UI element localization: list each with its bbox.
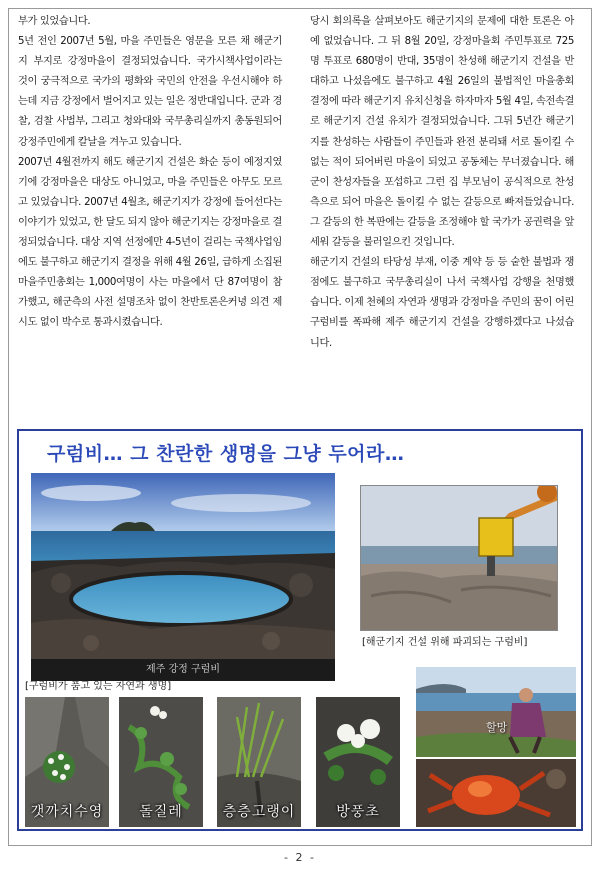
excavator-photo [360,485,558,631]
paragraph: 5년 전인 2007년 5월, 마을 주민들은 영문을 모른 채 해군기지 부지로 강정마을이 결정되었습니다. 국가시책사업이라는 것이 궁극적으로 국가의 평화와 국민의 안전을 우선시해야 하는데 지금 강정에서 벌어지고 있는 일은 정반대입니다. 군과 경찰, 검찰 사법부, 그리고 청와대와 국무총리실까지 총동원되어 강정주민에게 칼날을 겨누고 있습니다. [18,36,282,148]
page-number: - 2 - [284,851,316,864]
right-text-column [310,12,574,354]
nature-heading: [구럼비가 품고 있는 자연과 생명] [25,681,172,692]
portrait-label: 할망 [486,721,508,734]
plant-label: 돌질레 [139,804,183,820]
plant-label: 방풍초 [336,804,380,820]
paragraph: 2007년 4월전까지 해도 해군기지 건설은 화순 등이 예정지였기에 강정마을은 대상도 아니었고, 마을 주민들은 아무도 모르고 있었습니다. 2007년 4월초, 해군기지가 강정에 들어선다는 이야기가 있었고, 한 달도 되지 않아 해군기지는 강정마을로 결정되었습니다. 대상 지역 선정에만 4-5년이 걸리는 국책사업임에도 불구하고 해군기지 결정을 위해 4월 26일, 급하게 소집된 마을주민총회는 1,000여명이 사는 마을에서 단 87여명이 참가했고, 해군측의 사전 설명조차 없이 찬반토론은커녕 의견 제시도 없이 박수로 통과시켰습니다. [18,156,282,329]
plant-photo-3 [217,697,301,827]
plant-label: 층층고랭이 [222,804,296,820]
plant-photo-4 [316,697,400,827]
paragraph: 해군기지 건설의 타당성 부재, 이중 계약 등 등 숱한 불법과 쟁점에도 불구하고 국무총리실이 나서 국책사업 강행을 천명했습니다. 이제 천혜의 자연과 생명과 강정마을 주민의 꿈이 어린 구럼비를 폭파해 제주 해군기지 건설을 강행하겠다고 나섰습니다. [310,257,574,349]
plant-label: 갯까치수영 [30,804,104,820]
plant-photo-2 [119,697,203,827]
plant-photo-1 [25,697,109,827]
feature-title: 구럼비… 그 찬란한 생명을 그냥 두어라… [47,443,405,465]
paragraph: 부가 있었습니다. [18,16,91,27]
paragraph: 당시 회의록을 살펴보아도 해군기지의 문제에 대한 토론은 아예 없었습니다. 그 뒤 8월 20일, 강정마을회 주민투표로 725명 투표로 680명이 반대, 35명이 찬성해 해군기지 건설을 반대하고 나섰음에도 불구하고 4월 26일의 불법적인 마을총회 결정에 따라 해군기지 유치신청을 하자마자 5월 4일, 속전속결로 해군기지 건설 유치가 결정되었습니다. 그뒤 5년간 해군기지를 찬성하는 사람들이 주민들과 완전 분리돼 서로 돌이킬 수 없는 적이 되어버린 마을이 되었고 공동체는 무너졌습니다. 해군이 찬성자들을 포섭하고 그런 집 부모님이 공식적으로 찬성측으로 되어 마을은 돌이킬 수 없는 갈등으로 빠져들었습니다. 그 갈등의 한 복판에는 갈등을 조정해야 할 국가가 공권력을 앞세워 갈등을 불러일으킨 것입니다. [310,16,574,249]
main-photo-caption: 제주 강정 구럼비 [31,659,335,681]
gureombi-coast-photo [31,473,335,659]
photo-feature-box [17,429,583,831]
grandmother-photo [416,667,576,757]
crab-photo [416,759,576,827]
left-text-column [18,12,282,334]
excavator-caption: [해군기지 건설 위해 파괴되는 구럼비] [362,637,528,648]
